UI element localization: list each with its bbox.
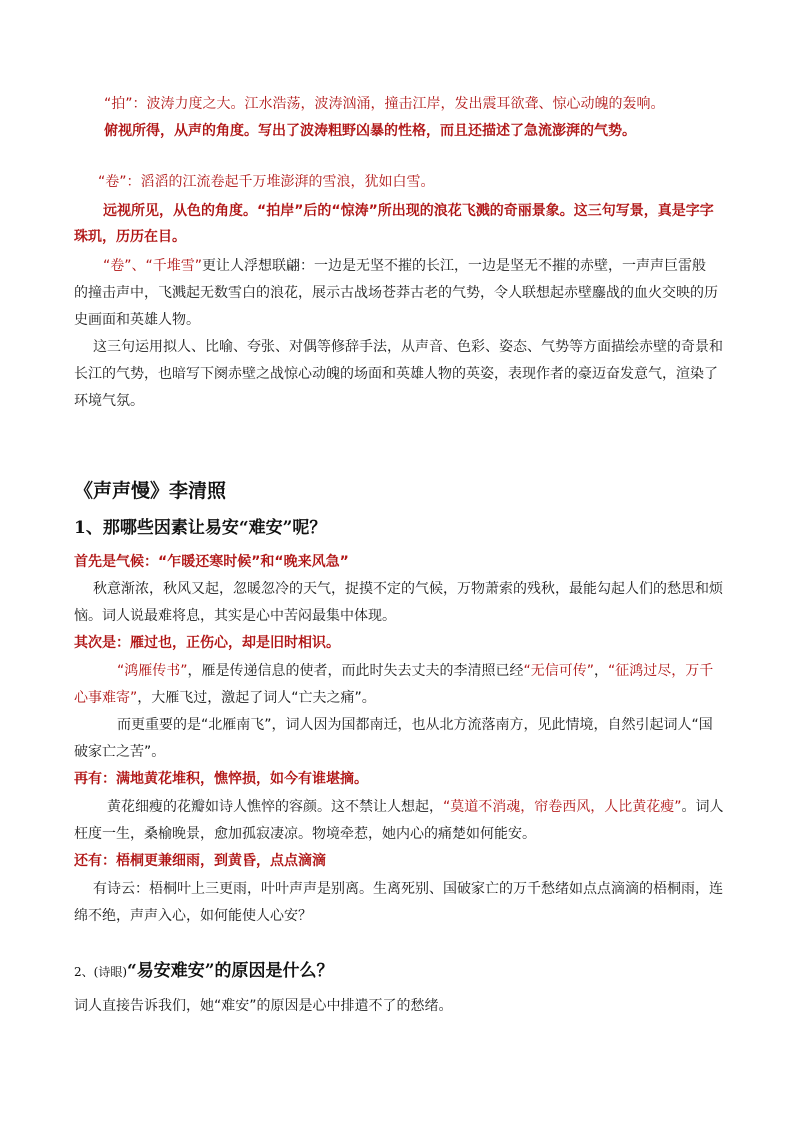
flower-line-2: 枉度一生，桑榆晚景，愈加孤寂凄凉。物境牵惹，她内心的痛楚如何能安。 xyxy=(74,826,536,842)
third-label: 再有：满地黄花堆积，憔悴损，如今有谁堪摘。 xyxy=(74,771,368,787)
summary-line-3: 环境气氛。 xyxy=(74,393,144,409)
goose-text-1: ，雁是传递信息的使者，而此时失去丈夫的李清照已经 xyxy=(187,663,524,679)
flower-text-1b: 。词人 xyxy=(681,799,724,815)
goose-quote-3: “征鸿过尽，万千 xyxy=(608,663,714,679)
first-line-2: 恼。词人说最难将息，其实是心中苦闷最集中体现。 xyxy=(74,608,396,624)
goose-comma: ， xyxy=(594,663,609,679)
north-line-1: 而更重要的是“北雁南飞”，词人因为国都南迁，也从北方流落南方，见此情境，自然引起词人“国 xyxy=(117,717,713,733)
question-2-number: 2、(诗眼) xyxy=(74,965,127,979)
snow-line-2: 的撞击声中，飞溅起无数雪白的浪花，展示古战场苍莽古老的气势，令人联想起赤壁鏖战的血火交映的历 xyxy=(74,285,718,301)
juan-comment-1: 远视所见，从色的角度。“拍岸”后的“惊涛”所出现的浪花飞溅的奇丽景象。这三句写景，真是字字 xyxy=(103,203,714,219)
flower-line-1 xyxy=(107,797,724,817)
pai-text: 波涛力度之大。江水浩荡，波涛汹涌，撞击江岸，发出震耳欲聋、惊心动魄的轰响。 xyxy=(146,96,665,112)
snow-quote: “卷”、“千堆雪” xyxy=(103,258,203,274)
summary-line-2: 长江的气势，也暗写下阕赤壁之战惊心动魄的场面和英雄人物的英姿，表现作者的豪迈奋发意气，渲染了 xyxy=(74,366,718,382)
fourth-label: 还有：梧桐更兼细雨，到黄昏，点点滴滴 xyxy=(74,853,326,869)
question-2-text: “易安难安”的原因是什么？ xyxy=(127,961,334,981)
pai-line xyxy=(104,94,665,114)
north-line-2: 破家亡之苦”。 xyxy=(74,744,166,760)
juan-text: 滔滔的江流卷起千万堆澎湃的雪浪，犹如白雪。 xyxy=(140,174,435,190)
juan-line xyxy=(98,172,435,192)
question-1: 1、那哪些因素让易安“难安”呢？ xyxy=(74,518,327,538)
goose-line-1 xyxy=(117,661,713,681)
snow-line-3: 史画面和英雄人物。 xyxy=(74,312,200,328)
second-label: 其次是：雁过也，正伤心，却是旧时相识。 xyxy=(74,635,340,651)
goose-text-2: ，大雁飞过，激起了词人“亡夫之痛”。 xyxy=(137,690,376,706)
pai-term: “拍”： xyxy=(104,96,147,112)
poem-title: 《声声慢》李清照 xyxy=(74,480,227,502)
goose-quote-2: “无信可传” xyxy=(523,663,595,679)
flower-text-1: 黄花细瘦的花瓣如诗人憔悴的容颜。这不禁让人想起， xyxy=(107,799,443,815)
goose-line-2 xyxy=(74,688,376,708)
pai-comment: 俯视所得，从声的角度。写出了波涛粗野凶暴的性格，而且还描述了急流澎湃的气势。 xyxy=(104,123,636,139)
juan-comment-2: 珠玑，历历在目。 xyxy=(74,229,186,245)
first-label: 首先是气候：“乍暖还寒时候”和“晚来风急” xyxy=(74,554,349,570)
juan-term: “卷”： xyxy=(98,174,141,190)
flower-quote: “莫道不消魂，帘卷西风，人比黄花瘦” xyxy=(443,799,682,815)
question-2 xyxy=(74,959,334,984)
rain-line-1: 有诗云：梧桐叶上三更雨，叶叶声声是别离。生离死别、国破家亡的万千愁绪如点点滴滴的梧桐雨，连 xyxy=(93,881,723,897)
question-2-answer: 词人直接告诉我们，她“难安”的原因是心中排遣不了的愁绪。 xyxy=(74,998,453,1014)
snow-text-1: 更让人浮想联翩：一边是无坚不摧的长江，一边是坚无不摧的赤壁，一声声巨雷般 xyxy=(202,258,707,274)
rain-line-2: 绵不绝，声声入心，如何能使人心安？ xyxy=(74,908,312,924)
goose-quote-1: “鸿雁传书” xyxy=(117,663,188,679)
goose-quote-3b: 心事难寄” xyxy=(74,690,138,706)
snow-line-1 xyxy=(103,256,706,276)
summary-line-1: 这三句运用拟人、比喻、夸张、对偶等修辞手法，从声音、色彩、姿态、气势等方面描绘赤壁的奇景和 xyxy=(93,339,723,355)
first-line-1: 秋意渐浓，秋风又起，忽暖忽冷的天气，捉摸不定的气候，万物萧索的残秋，最能勾起人们的愁思和烦 xyxy=(93,581,723,597)
